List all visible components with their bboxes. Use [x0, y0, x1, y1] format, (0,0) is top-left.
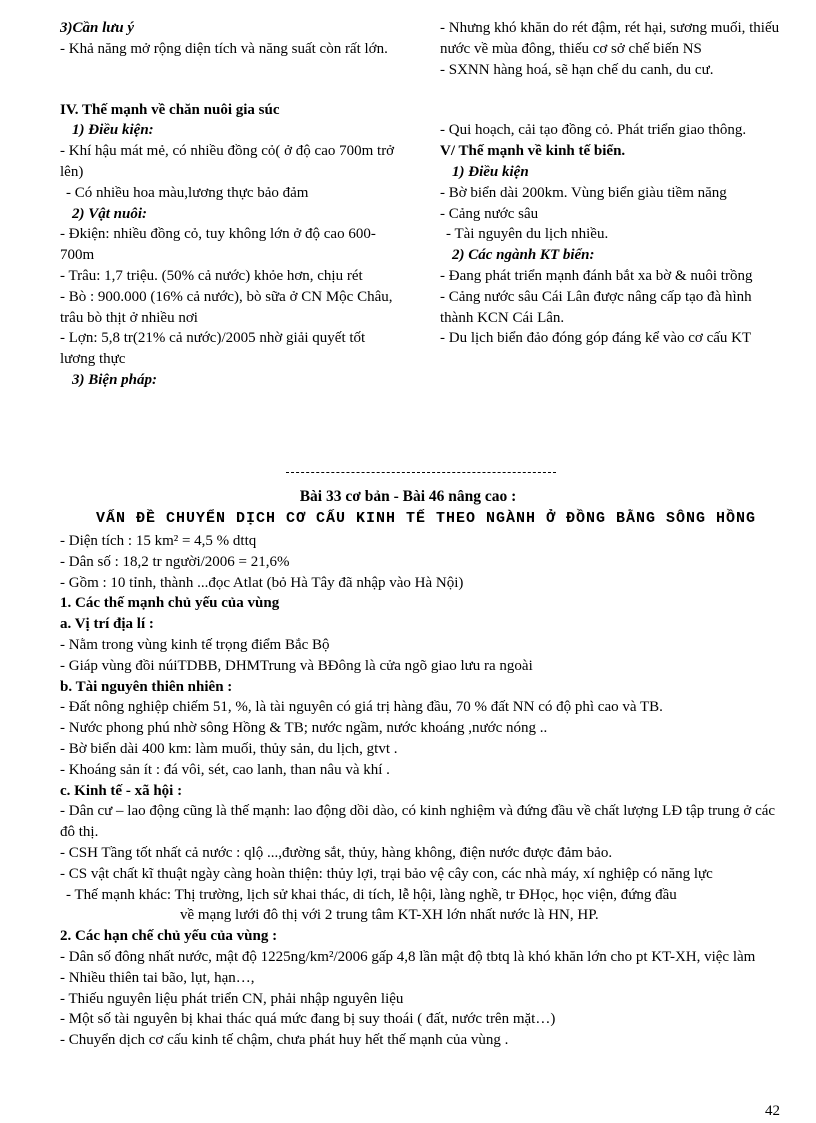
main-content-line: - Nước phong phú nhờ sông Hồng & TB; nước ngầm, nước khoáng ,nước nóng ..	[60, 720, 548, 737]
right-column-line: - Qui hoạch, cải tạo đồng cỏ. Phát triển giao thông.	[440, 122, 747, 139]
right-column	[440, 18, 785, 349]
left-column-line: - Trâu: 1,7 triệu. (50% cả nước) khỏe hơn, chịu rét	[60, 267, 363, 284]
section-divider	[286, 472, 556, 473]
right-column-line: - Nhưng khó khăn do rét đậm, rét hại, sương muối, thiếu nước về mùa đông, thiếu cơ sở chế biến NS	[440, 20, 780, 57]
topic-title: VẤN ĐỀ CHUYỂN DỊCH CƠ CẤU KINH TẾ THEO NGÀNH Ở ĐỒNG BẰNG SÔNG HỒNG	[95, 510, 757, 527]
right-column-line: - Du lịch biển đảo đóng góp đáng kể vào cơ cấu KT	[440, 330, 752, 347]
left-column-line: - Khí hậu mát mẻ, có nhiều đồng cỏ( ở độ cao 700m trở lên)	[60, 143, 395, 180]
right-column-line: - Đang phát triển mạnh đánh bắt xa bờ & nuôi trồng	[440, 267, 753, 284]
left-column-line: 3) Biện pháp:	[72, 371, 158, 388]
main-content-line: - CS vật chất kĩ thuật ngày càng hoàn thiện: thủy lợi, trại bảo vệ cây con, các nhà máy, xí nghiệp có năng lực	[60, 865, 713, 882]
right-column-line	[440, 80, 785, 100]
main-content-line: - Diện tích : 15 km² = 4,5 % dttq	[60, 533, 257, 549]
left-column-line: 2) Vật nuôi:	[72, 205, 148, 222]
left-column-line: - Lợn: 5,8 tr(21% cả nước)/2005 nhờ giải quyết tốt lương thực	[60, 330, 366, 368]
right-column-line: - Cảng nước sâu Cái Lân được nâng cấp tạo đà hình thành KCN Cái Lân.	[440, 288, 752, 326]
main-content-line: a. Vị trí địa lí :	[60, 616, 154, 633]
page-number: 42	[765, 1103, 780, 1119]
main-content-line: - Giáp vùng đồi núiTDBB, DHMTrung và BĐông là cửa ngõ giao lưu ra ngoài	[60, 657, 533, 674]
left-column-line: - Đkiện: nhiều đồng cỏ, tuy không lớn ở độ cao 600-700m	[60, 226, 376, 264]
main-content-line: - Gồm : 10 tỉnh, thành ...đọc Atlat (bỏ Hà Tây đã nhập vào Hà Nội)	[60, 574, 464, 591]
right-column-line: 1) Điều kiện	[452, 163, 529, 180]
left-column-line: 3)Cần lưu ý	[60, 20, 134, 36]
main-content-line: 1. Các thế mạnh chủ yếu của vùng	[60, 595, 280, 612]
main-content	[60, 531, 780, 1051]
left-column-line	[60, 80, 400, 100]
main-content-line: - Đất nông nghiệp chiếm 51, %, là tài nguyên có giá trị hàng đầu, 70 % đất NN có độ phì cao và TB.	[60, 699, 663, 716]
main-content-line: - Khoáng sản ít : đá vôi, sét, cao lanh, than nâu và khí .	[60, 761, 390, 778]
left-column-line: 1) Điều kiện:	[72, 122, 154, 139]
right-column-line: - Tài nguyên du lịch nhiều.	[446, 226, 609, 243]
main-content-line: - Dân cư – lao động cũng là thế mạnh: lao động dồi dào, có kinh nghiệm và đứng đầu về chất lượng LĐ tập trung ở các đô thị.	[60, 803, 776, 841]
main-content-line: b. Tài nguyên thiên nhiên :	[60, 678, 233, 695]
main-content-line: - Dân số đông nhất nước, mật độ 1225ng/km²/2006 gấp 4,8 lần mật độ tbtq là khó khăn lớn cho pt KT-XH, việc làm	[60, 948, 756, 965]
main-content-line: - Thiếu nguyên liệu phát triển CN, phải nhập nguyên liệu	[60, 990, 404, 1007]
right-column-line	[440, 100, 785, 120]
left-column-line: IV. Thế mạnh về chăn nuôi gia súc	[60, 101, 280, 118]
main-content-line: - Bờ biển dài 400 km: làm muối, thủy sản, du lịch, gtvt .	[60, 740, 398, 757]
left-column	[60, 18, 400, 391]
main-content-line: - Một số tài nguyên bị khai thác quá mức đang bị suy thoái ( đất, nước trên mặt…)	[60, 1011, 556, 1028]
left-column-line: - Có nhiều hoa màu,lương thực bảo đảm	[66, 184, 309, 201]
left-column-line	[60, 60, 400, 80]
right-column-line: - Cảng nước sâu	[440, 205, 539, 222]
main-content-line: c. Kinh tế - xã hội :	[60, 782, 183, 799]
right-column-line: V/ Thế mạnh về kinh tế biển.	[440, 143, 626, 160]
main-content-line: - Chuyển dịch cơ cấu kinh tế chậm, chưa phát huy hết thế mạnh của vùng .	[60, 1032, 509, 1049]
left-column-line: - Khả năng mở rộng diện tích và năng suất còn rất lớn.	[60, 40, 388, 57]
main-content-line: - Nhiều thiên tai bão, lụt, hạn…,	[60, 969, 255, 986]
main-content-line: - CSH Tầng tốt nhất cả nước : qlộ ...,đường sắt, thủy, hàng không, điện nước được đảm bảo.	[60, 844, 613, 861]
main-content-line: 2. Các hạn chế chủ yếu của vùng :	[60, 928, 278, 945]
main-content-line: về mạng lưới đô thị với 2 trung tâm KT-XH lớn nhất nước là HN, HP.	[180, 907, 599, 924]
main-content-line: - Nằm trong vùng kinh tế trọng điểm Bắc Bộ	[60, 636, 330, 653]
right-column-line: - SXNN hàng hoá, sẽ hạn chế du canh, du cư.	[440, 61, 714, 78]
right-column-line: - Bờ biển dài 200km. Vùng biển giàu tiềm năng	[440, 184, 727, 201]
lesson-title: Bài 33 cơ bản - Bài 46 nâng cao :	[299, 488, 517, 505]
right-column-line: 2) Các ngành KT biển:	[452, 247, 595, 264]
left-column-line: - Bò : 900.000 (16% cả nước), bò sữa ở CN Mộc Châu, trâu bò thịt ở nhiều nơi	[60, 288, 393, 326]
main-content-line: - Thế mạnh khác: Thị trường, lịch sử khai thác, di tích, lễ hội, làng nghề, tr ĐHọc, học viện, đứng đầu	[66, 886, 677, 903]
main-content-line: - Dân số : 18,2 tr người/2006 = 21,6%	[60, 553, 290, 570]
